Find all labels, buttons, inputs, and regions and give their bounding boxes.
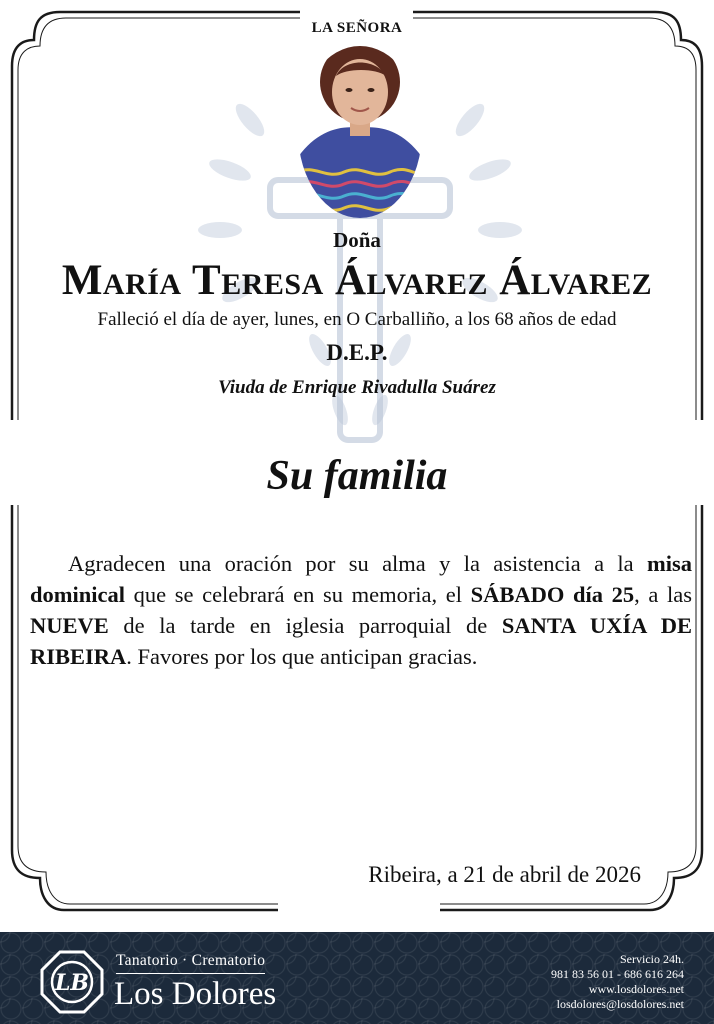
message-emphasis: NUEVE: [30, 613, 109, 638]
honorific: Doña: [333, 228, 381, 252]
funeral-home-footer: [0, 932, 714, 1024]
mass-announcement: [30, 548, 692, 672]
deceased-name: María Teresa Álvarez Álvarez: [61, 257, 653, 304]
widow-of: Viuda de Enrique Rivadulla Suárez: [218, 377, 496, 398]
message-emphasis: misa dominical: [30, 551, 692, 607]
contact-block: [551, 952, 684, 1012]
message-emphasis: SÁBADO día 25: [470, 582, 635, 607]
top-label: LA SEÑORA: [311, 20, 403, 36]
place-date: Ribeira, a 21 de abril de 2026: [368, 862, 641, 887]
website-link[interactable]: www.losdolores.net: [588, 982, 684, 996]
message-text: Agradecen una oración por su alma y la asistencia a la: [68, 551, 647, 576]
service-hours: Servicio 24h.: [620, 952, 684, 966]
brand-subtitle: Tanatorio · Crematorio: [116, 952, 265, 974]
message-text: , a las: [634, 582, 692, 607]
message-text: de la tarde en iglesia parroquial de: [108, 613, 502, 638]
rip-label: D.E.P.: [326, 340, 388, 365]
funeral-home-logo: [40, 950, 104, 1014]
message-emphasis: SANTA UXÍA DE RIBEIRA: [30, 613, 692, 669]
family-heading: Su familia: [266, 453, 448, 499]
message-text: que se celebrará en su memoria, el: [125, 582, 471, 607]
death-notice: Falleció el día de ayer, lunes, en O Carballiño, a los 68 años de edad: [97, 309, 617, 330]
message-text: . Favores por los que anticipan gracias.: [126, 644, 478, 669]
brand-name: Los Dolores: [114, 976, 277, 1012]
phone-numbers: 981 83 56 01 - 686 616 264: [551, 967, 684, 981]
logo-monogram: LB: [54, 970, 90, 996]
portrait-photo: [296, 40, 424, 218]
email-link[interactable]: losdolores@losdolores.net: [556, 997, 684, 1011]
